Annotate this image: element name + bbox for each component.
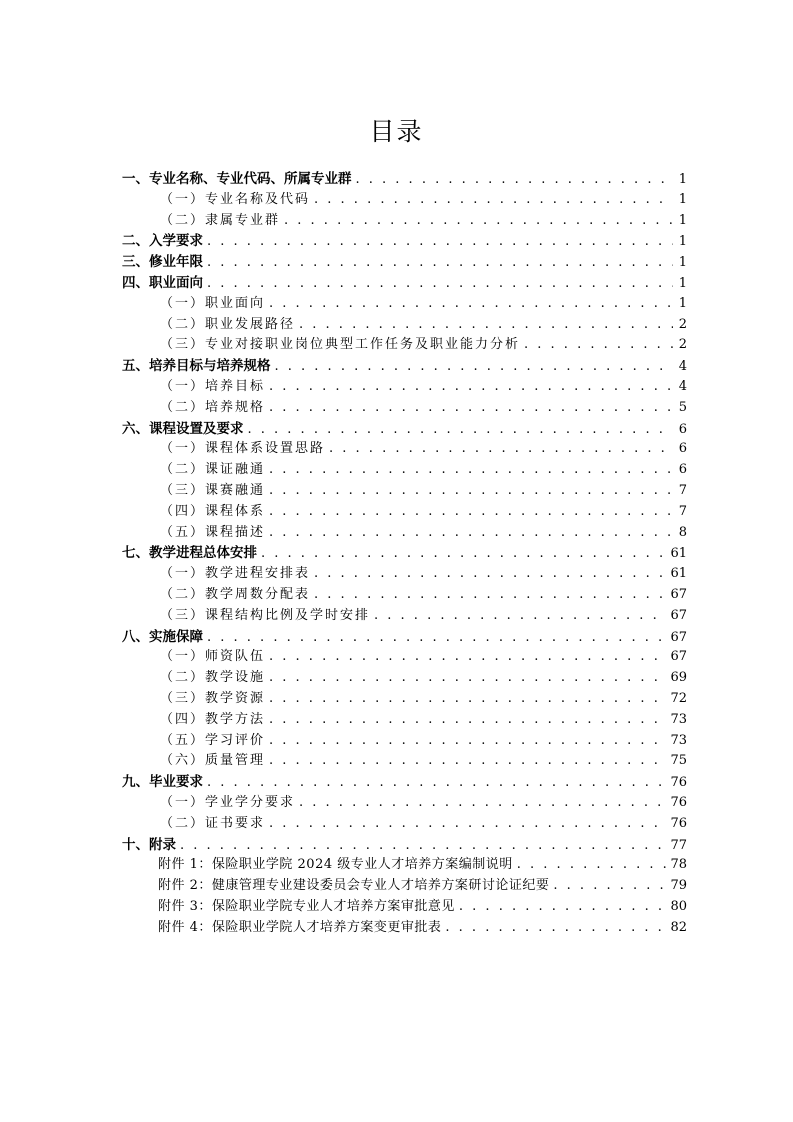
dot-leader [374,606,666,627]
dot-leader [269,710,666,731]
toc-page-number: 77 [670,837,687,853]
toc-page-number: 5 [678,399,687,415]
toc-entry-label: （一）专业名称及代码 [160,191,311,207]
toc-entry-label: （一）课程体系设置思路 [160,441,326,457]
toc-entry-label: 附件 4：保险职业学院人才培养方案变更审批表 [158,919,442,935]
toc-entry-label: 六、课程设置及要求 [122,420,244,437]
dot-leader [275,357,674,378]
toc-entry[interactable] [122,710,687,731]
toc-entry[interactable] [122,751,687,772]
toc-page-number: 72 [670,690,687,706]
toc-entry-label: （二）职业发展路径 [160,316,296,332]
toc-entry-label: （五）学习评价 [160,732,266,748]
toc-entry[interactable] [122,190,687,211]
dot-leader [314,585,666,606]
toc-page-number: 61 [670,566,687,582]
toc-entry[interactable] [122,855,687,876]
dot-leader [524,335,673,356]
toc-entry[interactable] [122,689,687,710]
toc-entry-label: （二）培养规格 [160,399,266,415]
toc-entry-label: 附件 3：保险职业学院专业人才培养方案审批意见 [158,898,455,914]
toc-page-number: 7 [678,482,687,498]
toc-entry[interactable] [122,897,687,918]
dot-leader [207,253,673,274]
toc-entry-label: （五）课程描述 [160,524,266,540]
toc-entry[interactable] [122,439,687,460]
toc-page-number: 69 [670,670,687,686]
toc-entry-label: 八、实施保障 [122,628,203,645]
dot-leader [269,751,666,772]
toc-entry[interactable] [122,460,687,481]
toc-page-number: 1 [678,295,687,311]
toc-entry-label: （二）教学设施 [160,670,266,686]
dot-leader [269,731,666,752]
toc-entry-label: （三）专业对接职业岗位典型工作任务及职业能力分析 [160,337,521,353]
dot-leader [299,793,666,814]
toc-entry[interactable] [122,294,687,315]
dot-leader [356,170,674,191]
toc-entry[interactable] [122,772,687,793]
dot-leader [207,232,673,253]
toc-entry-label: （二）教学周数分配表 [160,586,311,602]
toc-entry[interactable] [122,502,687,523]
toc-entry-label: （二）课证融通 [160,462,266,478]
toc-page-number: 73 [670,711,687,727]
dot-leader [314,190,673,211]
toc-entry[interactable] [122,835,687,856]
toc-entry-label: 九、毕业要求 [122,774,203,791]
toc-entry-label: 七、教学进程总体安排 [122,545,257,562]
toc-entry[interactable] [122,793,687,814]
toc-page-number: 1 [678,172,687,187]
toc-entry[interactable] [122,814,687,835]
dot-leader [269,502,673,523]
dot-leader [269,814,666,835]
dot-leader [299,315,673,336]
page-title: 目录 [369,117,424,146]
toc-page-number: 61 [670,546,687,562]
dot-leader [284,211,673,232]
toc-entry-label: （一）培养目标 [160,378,266,394]
toc-page-number: 76 [670,775,687,791]
dot-leader [269,377,673,398]
toc-entry[interactable] [122,377,687,398]
toc-page-number: 80 [670,898,687,914]
dot-leader [269,689,666,710]
toc-page-number: 8 [678,524,687,540]
toc-entry-label: （一）职业面向 [160,295,266,311]
toc-page-number: 6 [678,462,687,478]
toc-entry-label: （一）教学进程安排表 [160,566,311,582]
dot-leader [269,294,673,315]
toc-page-number: 76 [670,815,687,831]
toc-entry[interactable] [122,918,687,939]
toc-entry[interactable] [122,585,687,606]
dot-leader [269,668,666,689]
toc-page-number: 67 [670,586,687,602]
toc-page-number: 75 [670,753,687,769]
toc-page-number: 67 [670,629,687,645]
toc-entry[interactable] [122,668,687,689]
toc-page-number: 4 [678,359,687,375]
toc-page-number: 82 [670,919,687,935]
toc-page-number: 2 [678,316,687,332]
dot-leader [445,918,666,939]
dot-leader [269,460,673,481]
toc-entry[interactable] [122,606,687,627]
toc-entry[interactable] [122,647,687,668]
toc-page-number: 67 [670,607,687,623]
dot-leader [261,544,666,565]
toc-page-number: 6 [678,421,687,437]
toc-entry[interactable] [122,231,687,252]
toc-page-number: 1 [678,191,687,207]
toc-entry-label: 附件 1：保险职业学院 2024 级专业人才培养方案编制说明 [158,857,513,873]
toc-entry-label: （四）课程体系 [160,503,266,519]
toc-page-number: 76 [670,794,687,810]
toc-entry[interactable] [122,543,687,564]
toc-entry-label: 五、培养目标与培养规格 [122,358,271,375]
dot-leader [329,439,673,460]
toc-page-number: 2 [678,337,687,353]
toc-page-number: 78 [670,857,687,873]
dot-leader [269,481,673,502]
toc-entry-label: （三）教学资源 [160,690,266,706]
dot-leader [459,897,667,918]
toc-entry-label: 一、专业名称、专业代码、所属专业群 [122,171,352,187]
dot-leader [207,628,666,649]
toc-entry-label: 三、修业年限 [122,254,203,271]
toc-page-number: 73 [670,732,687,748]
dot-leader [207,274,673,295]
toc-page-number: 4 [678,378,687,394]
toc-entry-label: （六）质量管理 [160,753,266,769]
toc-page-number: 1 [678,212,687,228]
toc-entry-label: （三）课赛融通 [160,482,266,498]
dot-leader [314,564,666,585]
dot-leader [180,836,666,857]
toc-entry-label: 二、入学要求 [122,233,203,250]
toc-entry-label: （一）学业学分要求 [160,794,296,810]
toc-entry[interactable] [122,335,687,356]
toc-entry[interactable] [122,627,687,648]
toc-page-number: 1 [678,275,687,291]
dot-leader [207,773,666,794]
toc-entry-label: 四、职业面向 [122,274,203,291]
toc-entry-label: （三）课程结构比例及学时安排 [160,607,371,623]
toc-entry-label: （二）证书要求 [160,815,266,831]
dot-leader [553,876,666,897]
table-of-contents [122,169,687,938]
toc-entry[interactable] [122,169,687,190]
toc-entry[interactable] [122,315,687,336]
dot-leader [269,647,666,668]
dot-leader [269,398,673,419]
toc-entry[interactable] [122,356,687,377]
toc-entry[interactable] [122,419,687,440]
toc-entry[interactable] [122,211,687,232]
toc-entry-label: （二）隶属专业群 [160,212,281,228]
toc-page-number: 1 [678,255,687,271]
toc-entry[interactable] [122,273,687,294]
toc-page-number: 67 [670,649,687,665]
toc-page-number: 79 [670,878,687,894]
toc-entry-label: （四）教学方法 [160,711,266,727]
toc-entry[interactable] [122,876,687,897]
toc-entry[interactable] [122,523,687,544]
dot-leader [248,420,674,441]
toc-entry[interactable] [122,398,687,419]
toc-entry[interactable] [122,481,687,502]
toc-entry-label: （一）师资队伍 [160,649,266,665]
toc-entry[interactable] [122,731,687,752]
toc-entry-label: 附件 2：健康管理专业建设委员会专业人才培养方案研讨论证纪要 [158,878,550,894]
toc-entry-label: 十、附录 [122,836,176,853]
toc-page-number: 6 [678,441,687,457]
dot-leader [517,855,667,876]
toc-entry[interactable] [122,564,687,585]
toc-page-number: 7 [678,503,687,519]
dot-leader [269,523,673,544]
toc-page-number: 1 [678,234,687,250]
toc-entry[interactable] [122,252,687,273]
